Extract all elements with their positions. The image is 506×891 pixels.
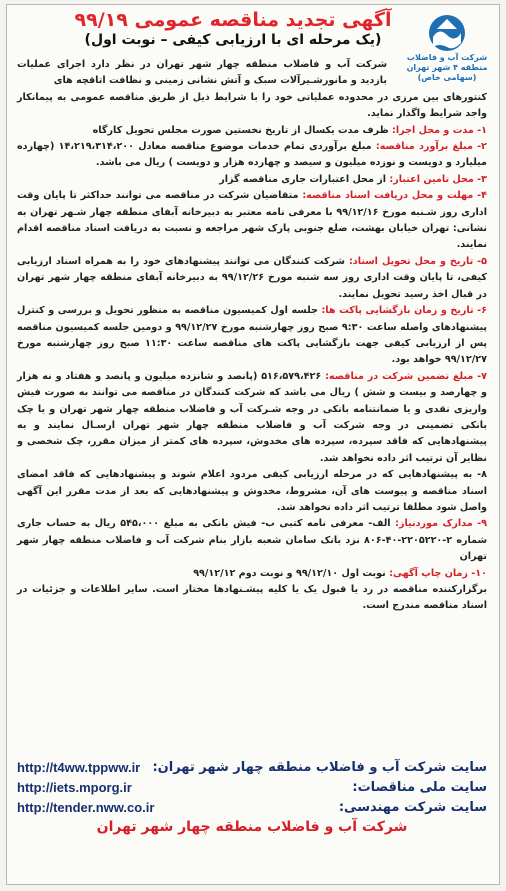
clause-4 — [17, 188, 487, 254]
clause-9 — [17, 516, 487, 565]
clause-heading: ۴- مهلت و محل دریافت اسناد مناقصه: — [302, 190, 487, 202]
website-row — [17, 797, 487, 817]
intro-paragraph: شرکت آب و فاضلاب منطقه چهار شهر تهران در نظر دارد اجرای عملیات بازدید و مانورشـیرآلات سبک و آتش نشانی زمینی و نظافت اتاقچه های — [17, 59, 387, 87]
clause-8 — [17, 467, 487, 516]
clause-heading: ۱۰- زمان چاپ آگهی: — [389, 567, 487, 579]
clause-heading: ۶- تاریخ و زمان بازگشایی پاکت ها: — [321, 305, 487, 317]
clause-2 — [17, 139, 487, 172]
clause-text: ۵۱۶،۵۷۹،۴۲۶ (پانصد و شانزده میلیون و پانصد و هفتاد و نه هزار و چهارصد و بیست و شش ) ریال می باشد که شرکت کنندگان در مناقصه می توانند به صورت فیش واریزی نقدی و یا ضمانتنامه بانکی در وجه شـرکت آب و فاضلاب منطقه چهار شهر تهران و یا چک بانکی تضمینی در وجه شرکت آب و فاضلاب منطقه چهار شهر تهران ارسـال نمایند و به پیشنهادهایی که فاقد سپرده، سپرده های مخدوش، سپرده های کمتر از میزان مقرر، چک شخصی و نظایر آن ترتیب اثر داده نخواهد شد. — [17, 370, 487, 464]
closing-paragraph — [17, 582, 487, 615]
clause-text: الف- معرفی نامه کتبی ب- فیش بانکی به مبلغ ۵۴۵،۰۰۰ ریال به حساب جاری شماره ۲-۲۲۰۵۲۲۰-۴۰-۸۰۶ نزد بانک سامان شعبه بازار بنام شرکت آب و فاضلاب منطقه چهار شهر تهران — [17, 518, 488, 563]
clause-7 — [17, 369, 487, 467]
intro-paragraph-2: کنتورهای بین مرزی در محدوده عملیاتی خود را با شرایط ذیل از طریق مناقصه عمومی به پیمانکار واجد شرایط واگذار نماید. — [17, 91, 487, 120]
clause-6 — [17, 303, 487, 369]
clause-10 — [17, 566, 487, 582]
clause-heading: ۲- مبلغ برآورد مناقصه: — [375, 141, 487, 153]
logo-line-2: منطقه ۴ شهر تهران — [406, 63, 488, 72]
clause-5 — [17, 254, 487, 303]
notice-body — [17, 57, 487, 615]
tender-notice — [6, 4, 500, 885]
notice-subtitle: (یک مرحله ای با ارزیابی کیفی – نوبت اول) — [84, 32, 382, 48]
notice-title: آگهی تجدید مناقصه عمومی ۹۹/۱۹ — [74, 9, 392, 31]
website-label: سایت شرکت مهندسی: — [338, 799, 487, 815]
clause-text: برگزارکننده مناقصه در رد یا قبول یک یا کلیه پیشـنهادها مختار است. سایر اطلاعات و جزئیات در اسناد مناقصه مندرج است. — [17, 584, 487, 612]
website-row — [17, 757, 487, 777]
clause-1 — [17, 123, 487, 139]
clause-text: ۸- به پیشنهادهایی که در مرحله ارزیابی کیفی مردود اعلام شوند و پیشنهادهایی که فاقد امضای اسناد مناقصه و پیوست های آن، مشروط، مخدوش و پیشنهادهایی که بعد از مدت مقرر این آگهی واصل شود مطلقا ترتیب اثر داده نخواهد شد. — [17, 469, 487, 513]
website-link[interactable]: http://tender.nww.co.ir — [17, 799, 155, 815]
clause-text: جلسه اول کمیسیون مناقصه به منظور تحویل و بررسی و کنترل پیشنهادهای واصله ساعت ۹:۳۰ صبح روز چهارشنبه مورخ ۹۹/۱۲/۲۷ و دومین جلسه کمیسیون مناقصه پس از ارزیابی کیفی جهت بازگشایی پاکت های مناقصه ساعت ۱۱:۳۰ صبح روز چهارشنبه مورخ ۹۹/۱۲/۲۷ خواهد بود. — [17, 305, 487, 366]
website-link[interactable]: http://iets.mporg.ir — [17, 779, 132, 795]
clause-heading: ۹- مدارک موردنیاز: — [395, 518, 487, 530]
clause-text: شرکت کنندگان می توانند پیشنهادهای خود را به همراه اسناد ارزیابی کیفی، تا پایان وقت اداری روز سه شنبه مورخ ۹۹/۱۲/۲۶ به دبیرخانه آبفای منطقه چهار شهر تهران در قبال اخذ رسید تحویل نمایند. — [17, 255, 487, 300]
clause-3 — [17, 172, 487, 188]
website-row — [17, 777, 487, 797]
clause-text: ظرف مدت یکسال از تاریخ نخستین صورت مجلس تحویل کارگاه — [92, 124, 392, 136]
clause-text: متقاضیان شرکت در مناقصه می توانند حداکثر تا پایان وقت اداری روز شـنبه مورخ ۹۹/۱۲/۱۶ با معرفی نامه معتبر به دبیرخانه آبفای منطقه چهار شـهر تهران به نشانی: تهران خیابان بهشت، ضلع جنوبی پارک شهر مراجعه و نسبت به دریافت اسناد مناقصه اقدام نمایند. — [17, 190, 487, 251]
website-label: سایت شرکت آب و فاضلاب منطقه چهار شهر تهران: — [152, 759, 487, 775]
clause-heading: ۳- محل تامین اعتبار: — [389, 173, 487, 185]
website-link[interactable]: http://t4ww.tppww.ir — [17, 759, 141, 775]
websites-footer — [17, 757, 487, 835]
clause-text: مبلغ برآوردی تمام خدمات موضوع مناقصه معادل ۱۴،۲۱۹،۳۱۴،۲۰۰ (چهارده میلیارد و دویست و نوزده میلیون و سیصد و چهارده هزار و دویست ) ریال می باشد. — [17, 141, 487, 169]
logo-line-3: (سهامی خاص) — [417, 73, 477, 82]
website-label: سایت ملی مناقصات: — [352, 779, 487, 795]
clause-text: از محل اعتبارات جاری مناقصه گزار — [219, 173, 390, 185]
clause-heading: ۷- مبلغ تضمین شرکت در مناقصه: — [325, 370, 487, 382]
clause-heading: ۵- تاریخ و محل تحویل اسناد: — [348, 255, 487, 267]
water-drop-icon — [423, 13, 471, 53]
logo-line-1: شرکت آب و فاضلاب — [406, 53, 488, 62]
company-signature: شرکت آب و فاضلاب منطقه چهار شهر تهران — [96, 819, 408, 835]
clause-heading: ۱- مدت و محل اجرا: — [392, 124, 487, 136]
clause-text: نوبت اول ۹۹/۱۲/۱۰ و نوبت دوم ۹۹/۱۲/۱۲ — [193, 567, 390, 579]
